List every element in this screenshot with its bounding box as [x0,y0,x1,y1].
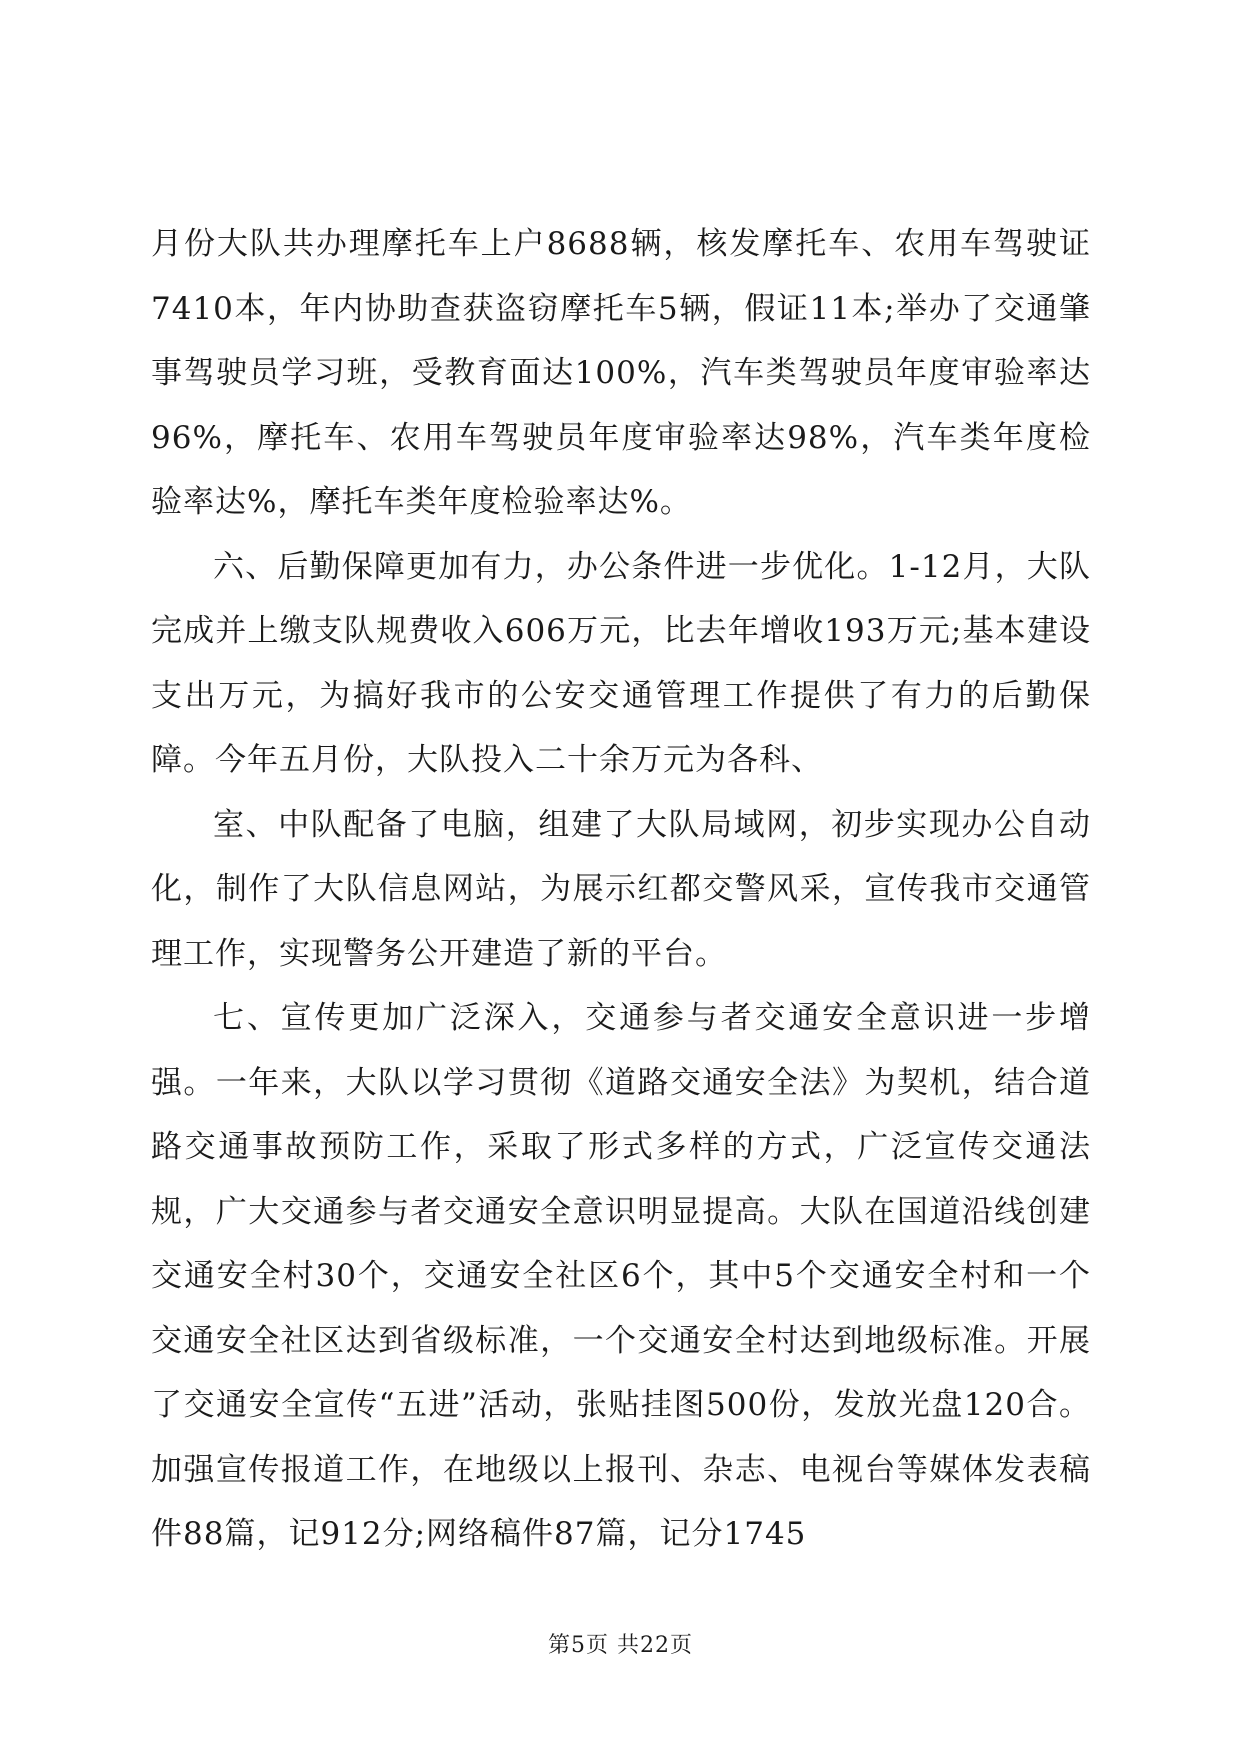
paragraph-logistics: 六、后勤保障更加有力，办公条件进一步优化。1-12月，大队完成并上缴支队规费收入606万元，比去年增收193万元;基本建设支出万元，为搞好我市的公安交通管理工作提供了有力的后勤保障。今年五月份，大队投入二十余万元为各科、 [151,548,1091,778]
paragraph-continued: 月份大队共办理摩托车上户8688辆，核发摩托车、农用车驾驶证7410本，年内协助查获盗窃摩托车5辆，假证11本;举办了交通肇事驾驶员学习班，受教育面达100%，汽车类驾驶员年度审验率达96%，摩托车、农用车驾驶员年度审验率达98%，汽车类年度检验率达%，摩托车类年度检验率达%。 [151,226,1091,520]
paragraph-publicity: 七、宣传更加广泛深入，交通参与者交通安全意识进一步增强。一年来，大队以学习贯彻《道路交通安全法》为契机，结合道路交通事故预防工作，采取了形式多样的方式，广泛宣传交通法规，广大交通参与者交通安全意识明显提高。大队在国道沿线创建交通安全村30个，交通安全社区6个，其中5个交通安全村和一个交通安全社区达到省级标准，一个交通安全村达到地级标准。开展了交通安全宣传“五进”活动，张贴挂图500份，发放光盘120合。加强宣传报道工作，在地级以上报刊、杂志、电视台等媒体发表稿件88篇，记912分;网络稿件87篇，记分1745 [151,1000,1091,1552]
paragraph-office-automation: 室、中队配备了电脑，组建了大队局域网，初步实现办公自动化，制作了大队信息网站，为展示红都交警风采，宣传我市交通管理工作，实现警务公开建造了新的平台。 [151,806,1091,972]
document-body [151,212,1091,1567]
page-number-footer: 第5页 共22页 [548,1633,693,1658]
